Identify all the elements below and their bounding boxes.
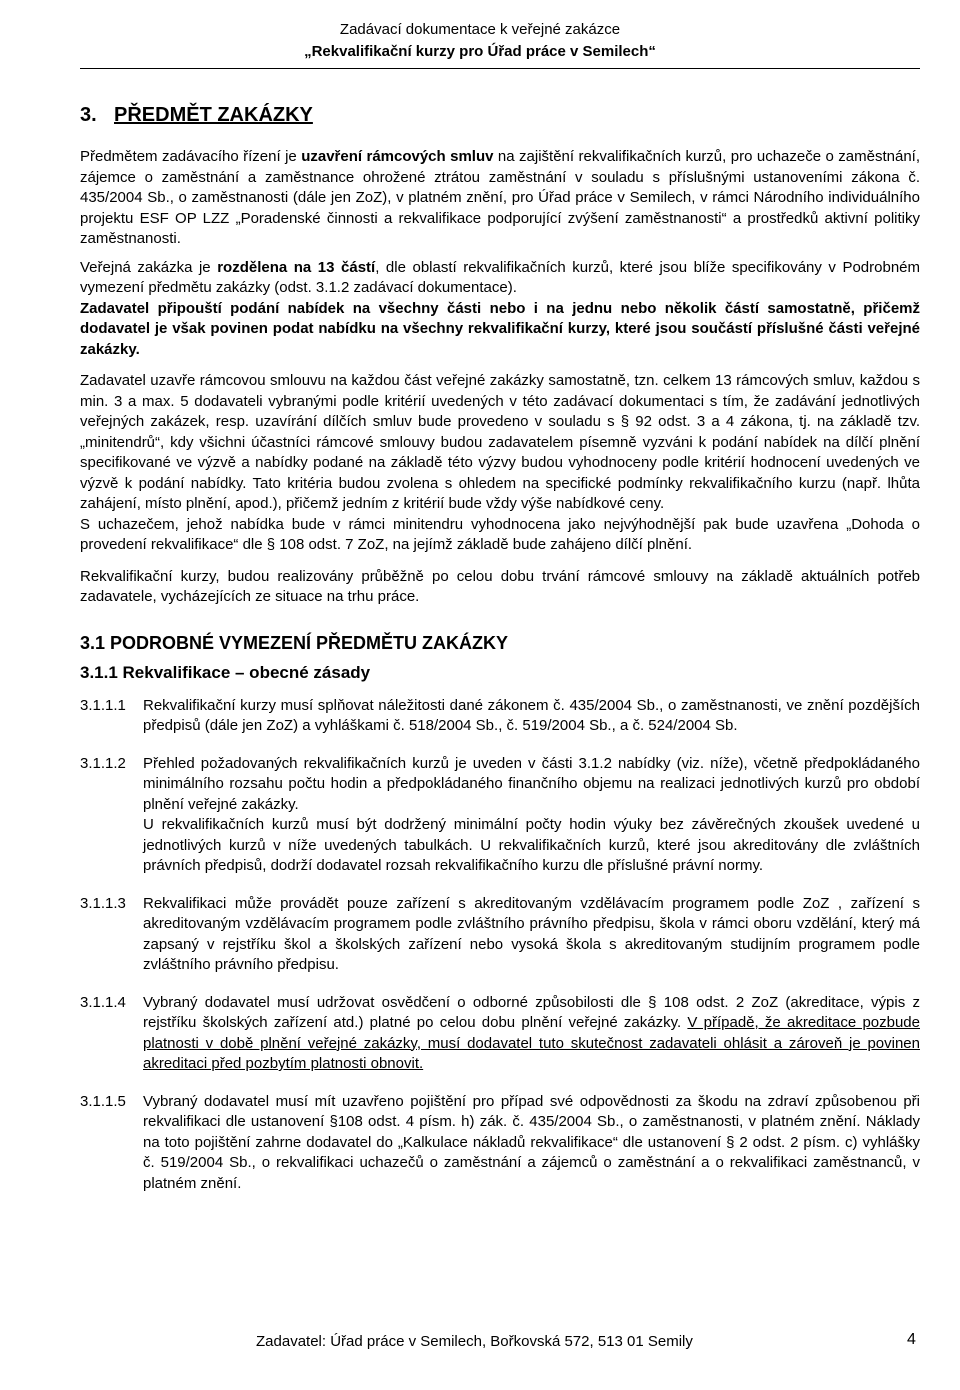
- item-number: 3.1.1.5: [80, 1092, 126, 1110]
- item-text-b: U rekvalifikačních kurzů musí být dodržený minimální počty hodin výuky bez závěrečných zkoušek uvedené u jednotlivých kurzů v níže uvedených tabulkách. U rekvalifikačních kurzů, které jsou akreditovány dle zvláštních právních předpisů, dodrží dodavatel rozsah rekvalifikačního kurzu dle příslušné právní normy.: [143, 816, 920, 874]
- item-text: [143, 993, 920, 1075]
- header-divider: [80, 68, 920, 69]
- p1-text-a: Předmětem zadávacího řízení je: [80, 148, 302, 165]
- page-number: 4: [907, 1331, 916, 1348]
- paragraph-parts: [80, 258, 920, 299]
- paragraph-bids: [80, 299, 920, 361]
- item-text: Vybraný dodavatel musí mít uzavřeno pojištění pro případ své odpovědnosti za škodu na zdraví způsobenou při rekvalifikaci dle ustanovení §108 odst. 4 písm. h) zák. č. 435/2004 Sb., o zaměstnanosti, v platném znění. Náklady na toto pojištění zahrne dodavatel do „Kalkulace nákladů rekvalifikace“ dle ustanovení § 2 odst. 2 písm. c) vyhlášky č. 519/2004 Sb., o rekvalifikaci uchazečů o zaměstnání a zájemců o zaměstnání a o rekvalifikaci zaměstnanců, v platném znění.: [143, 1092, 920, 1192]
- item-text: Rekvalifikační kurzy musí splňovat náležitosti dané zákonem č. 435/2004 Sb., o zaměstnanosti, ve znění pozdějších předpisů (dále jen ZoZ) a vyhláškami č. 518/2004 Sb., č. 519/2004 Sb., a č. 524/2004 Sb.: [143, 696, 920, 734]
- header-line-2: „Rekvalifikační kurzy pro Úřad práce v Semilech“: [304, 43, 656, 60]
- p1-text-bold: uzavření rámcových smluv: [301, 148, 494, 165]
- list-item: [80, 894, 920, 976]
- main-content: [80, 103, 920, 1194]
- footer-text: Zadavatel: Úřad práce v Semilech, Bořkovská 572, 513 01 Semily: [256, 1333, 693, 1350]
- paragraph-agreement: S uchazečem, jehož nabídka bude v rámci minitendru vyhodnocena jako nejvýhodnější pak bude uzavřena „Dohoda o provedení rekvalifikace“ dle § 108 odst. 7 ZoZ, na jejímž základě bude zahájeno dílčí plnění.: [80, 515, 920, 553]
- item-text: Rekvalifikaci může provádět pouze zařízení s akreditovaným vzdělávacím programem podle ZoZ , zařízení s akreditovaným vzdělávacím programem podle zvláštního právního předpisu, škola v rámci oboru vzdělání, který má zapsaný v rejstříku škol a školských zařízení nebo vysoká škola s akreditovaným studijním programem podle zvláštního právního předpisu.: [143, 894, 920, 973]
- subsubsection-heading: 3.1.1 Rekvalifikace – obecné zásady: [80, 662, 371, 682]
- p1-text-c: na zajištění rekvalifikačních kurzů, pro uchazeče o zaměstnání, zájemce o zaměstnání a zaměstnance ohrožené ztrátou zaměstnání v souladu s příslušnými ustanoveními zákona č. 435/2004 Sb., o zaměstnanosti (dále jen ZoZ), v platném znění, pro Úřad práce v Semilech, v rámci Národního individuálního projektu ESF OP LZZ „Poradenské činnosti a rekvalifikace podporující zvýšení zaměstnanosti“ a prostředků aktivní politiky zaměstnanosti.: [80, 148, 920, 247]
- section-heading: [80, 103, 920, 127]
- item-number: 3.1.1.2: [80, 754, 126, 772]
- p2-text-c: , dle oblastí rekvalifikačních kurzů, které jsou blíže specifikovány v Podrobném vymezení předmětu zakázky (odst. 3.1.2 zadávací dokumentace).: [80, 258, 921, 296]
- item-number: 3.1.1.1: [80, 696, 126, 714]
- list-item: [80, 754, 920, 877]
- section-number: 3.: [80, 104, 97, 126]
- list-item: [80, 993, 920, 1075]
- section-title: PŘEDMĚT ZAKÁZKY: [114, 104, 313, 126]
- item-text-underlined: V případě, že akreditace pozbude platnosti v době plnění veřejné zakázky, musí dodavatel tuto skutečnost zadavateli ohlásit a zároveň je povinen akreditaci před pozbytím platnosti obnovit.: [143, 1014, 920, 1072]
- p2-text-bold: rozdělena na 13 částí: [217, 258, 376, 276]
- p3-text-bold: Zadavatel připouští podání nabídek na všechny části nebo i na jednu nebo několik částí samostatně, přičemž dodavatel je však povinen podat nabídku na všechny rekvalifikační kurzy, které jsou součástí příslušné části veřejné zakázky.: [80, 299, 920, 358]
- paragraph-framework: Zadavatel uzavře rámcovou smlouvu na každou část veřejné zakázky samostatně, tzn. celkem 13 rámcových smluv, každou s min. 3 a max. 5 dodavateli vybranými podle kritérií uvedených v této zadávací dokumentaci s tím, že zadávání jednotlivých veřejných zakázek, resp. uzavírání dílčích smluv bude provedeno v souladu s § 92 odst. 3 a 4 zákona, tj. na základě tzv. „minitendrů“, kdy všichni účastníci rámcové smlouvy budou zadavatelem písemně vyzváni k podání nabídek na dílčí plnění specifikované ve výzvě a nabídky podané na základě této výzvy budou vyhodnoceny podle kritérií hodnocení uvedených ve výzvě k podání nabídky. Tato kritéria budou zvolena s ohledem na specifické podmínky rekvalifikačního kurzu (např. lhůta zahájení, místo plnění, apod.), přičemž jedním z kritérií bude vždy výše nabídkové ceny.: [80, 372, 920, 512]
- item-number: 3.1.1.3: [80, 894, 126, 912]
- list-item: [80, 696, 920, 737]
- item-text-a: Vybraný dodavatel musí udržovat osvědčení o odborné způsobilosti dle § 108 odst. 2 ZoZ (akreditace, výpis z rejstříku školských zařízení atd.) platné po celou dobu plnění veřejné zakázky.: [143, 993, 920, 1031]
- paragraph-subject: [80, 147, 920, 250]
- header-line-1: Zadávací dokumentace k veřejné zakázce: [339, 21, 621, 38]
- item-number: 3.1.1.4: [80, 993, 126, 1011]
- paragraph-realization: Rekvalifikační kurzy, budou realizovány průběžně po celou dobu trvání rámcové smlouvy na základě aktuálních potřeb zadavatele, vycházejících ze situace na trhu práce.: [80, 567, 920, 605]
- item-text-a: Přehled požadovaných rekvalifikačních kurzů je uveden v části 3.1.2 nabídky (viz. níže), včetně předpokládaného minimálního rozsahu počtu hodin a předpokládaného finančního objemu na realizaci jednotlivých kurzů pro období plnění veřejné zakázky.: [143, 754, 920, 813]
- item-text: [143, 754, 920, 877]
- subsection-heading: 3.1 PODROBNÉ VYMEZENÍ PŘEDMĚTU ZAKÁZKY: [80, 632, 509, 653]
- p2-text-a: Veřejná zakázka je: [80, 258, 218, 276]
- list-item: [80, 1092, 920, 1195]
